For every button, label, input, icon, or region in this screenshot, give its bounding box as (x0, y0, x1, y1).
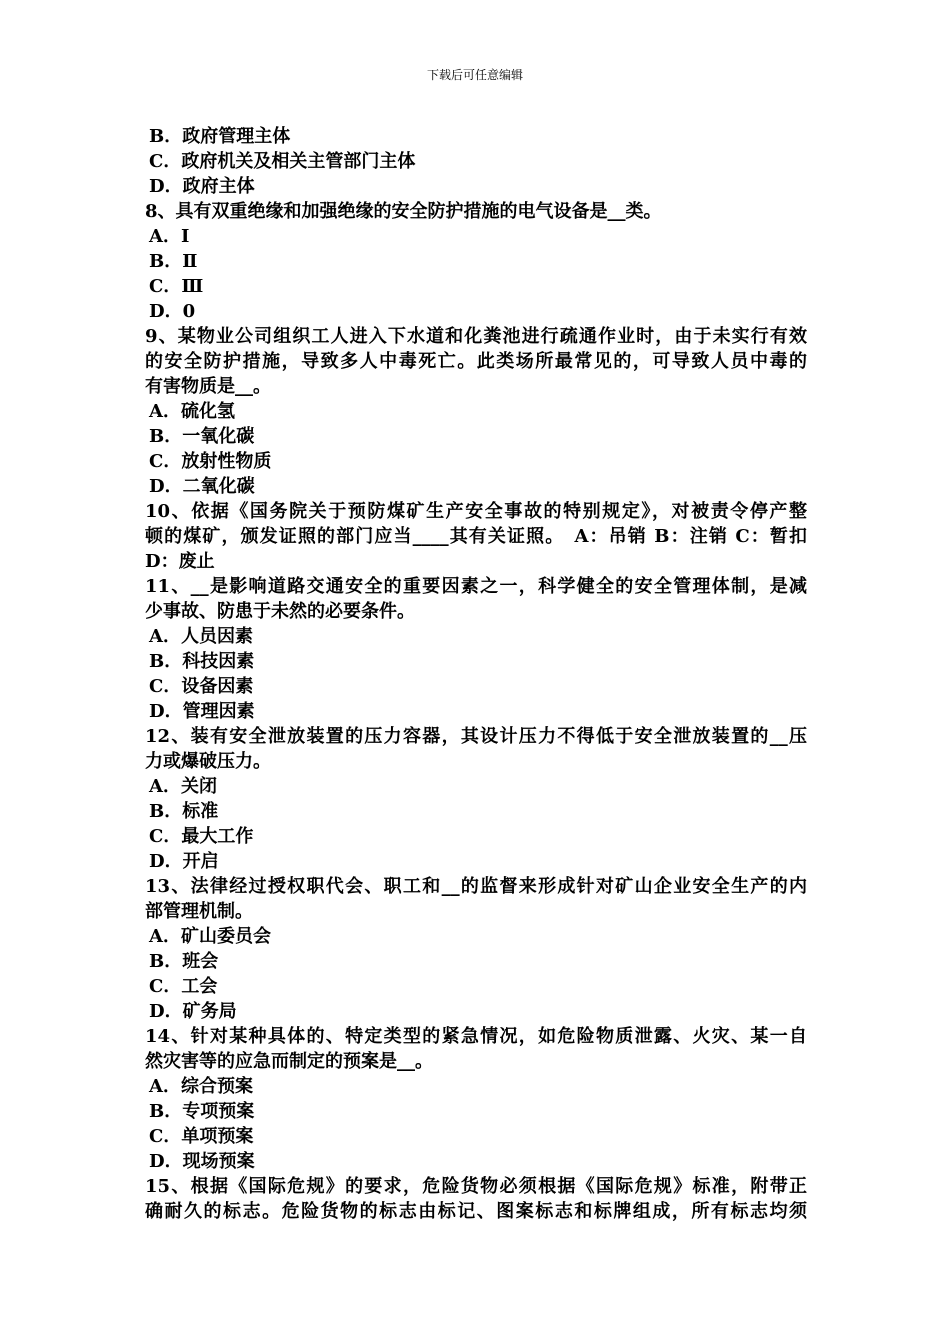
question-9-line-3: 有害物质是__。 (145, 376, 271, 397)
question-10-line-2: 顿的煤矿，颁发证照的部门应当____其有关证照。 A：吊销 B：注销 C：暂扣 (145, 526, 807, 547)
option-a: A．矿山委员会 (149, 926, 271, 947)
option-c: C．放射性物质 (149, 451, 272, 472)
option-b: B．一氧化碳 (149, 426, 255, 447)
option-c: C．最大工作 (149, 826, 254, 847)
question-11-line-2: 少事故、防患于未然的必要条件。 (145, 601, 415, 622)
question-12-line-1: 12、装有安全泄放装置的压力容器，其设计压力不得低于安全泄放装置的__压 (145, 726, 807, 747)
question-9-line-2: 的安全防护措施，导致多人中毒死亡。此类场所最常见的，可导致人员中毒的 (145, 351, 807, 372)
option-c: C．政府机关及相关主管部门主体 (149, 151, 416, 172)
question-12-line-2: 力或爆破压力。 (145, 751, 271, 772)
question-14-line-2: 然灾害等的应急而制定的预案是__。 (145, 1051, 433, 1072)
question-15-line-1: 15、根据《国际危规》的要求，危险货物必须根据《国际危规》标准，附带正 (145, 1176, 807, 1197)
option-b: B．政府管理主体 (149, 126, 291, 147)
question-13-line-1: 13、法律经过授权职代会、职工和__的监督来形成针对矿山企业安全生产的内 (145, 876, 807, 897)
option-d: D．二氧化碳 (149, 476, 255, 497)
option-a: A．硫化氢 (149, 401, 235, 422)
option-b: B．Ⅱ (149, 251, 198, 272)
option-d: D．现场预案 (149, 1151, 255, 1172)
option-d: D．0 (149, 301, 196, 322)
option-c: C．单项预案 (149, 1126, 254, 1147)
option-c: C．工会 (149, 976, 218, 997)
option-a: A．综合预案 (149, 1076, 253, 1097)
option-b: B．专项预案 (149, 1101, 255, 1122)
option-d: D．开启 (149, 851, 219, 872)
question-10-line-3: D：废止 (145, 551, 215, 572)
option-c: C．设备因素 (149, 676, 254, 697)
option-d: D．政府主体 (149, 176, 255, 197)
question-11-line-1: 11、__是影响道路交通安全的重要因素之一，科学健全的安全管理体制，是减 (145, 576, 807, 597)
option-d: D．矿务局 (149, 1001, 237, 1022)
question-9-line-1: 9、某物业公司组织工人进入下水道和化粪池进行疏通作业时，由于未实行有效 (145, 326, 807, 347)
option-a: A．人员因素 (149, 626, 253, 647)
question-15-line-2: 确耐久的标志。危险货物的标志由标记、图案标志和标牌组成，所有标志均须 (145, 1201, 807, 1222)
option-b: B．科技因素 (149, 651, 255, 672)
option-c: C．Ⅲ (149, 276, 204, 297)
page-header: 下载后可任意编辑 (426, 68, 523, 82)
option-a: A．Ⅰ (149, 226, 190, 247)
option-d: D．管理因素 (149, 701, 255, 722)
option-b: B．班会 (149, 951, 219, 972)
document-body (145, 124, 807, 1224)
question-14-line-1: 14、针对某种具体的、特定类型的紧急情况，如危险物质泄露、火灾、某一自 (145, 1026, 807, 1047)
option-a: A．关闭 (149, 776, 217, 797)
question-8: 8、具有双重绝缘和加强绝缘的安全防护措施的电气设备是__类。 (145, 201, 662, 222)
option-b: B．标准 (149, 801, 219, 822)
question-10-line-1: 10、依据《国务院关于预防煤矿生产安全事故的特别规定》，对被责令停产整 (145, 501, 807, 522)
question-13-line-2: 部管理机制。 (145, 901, 253, 922)
